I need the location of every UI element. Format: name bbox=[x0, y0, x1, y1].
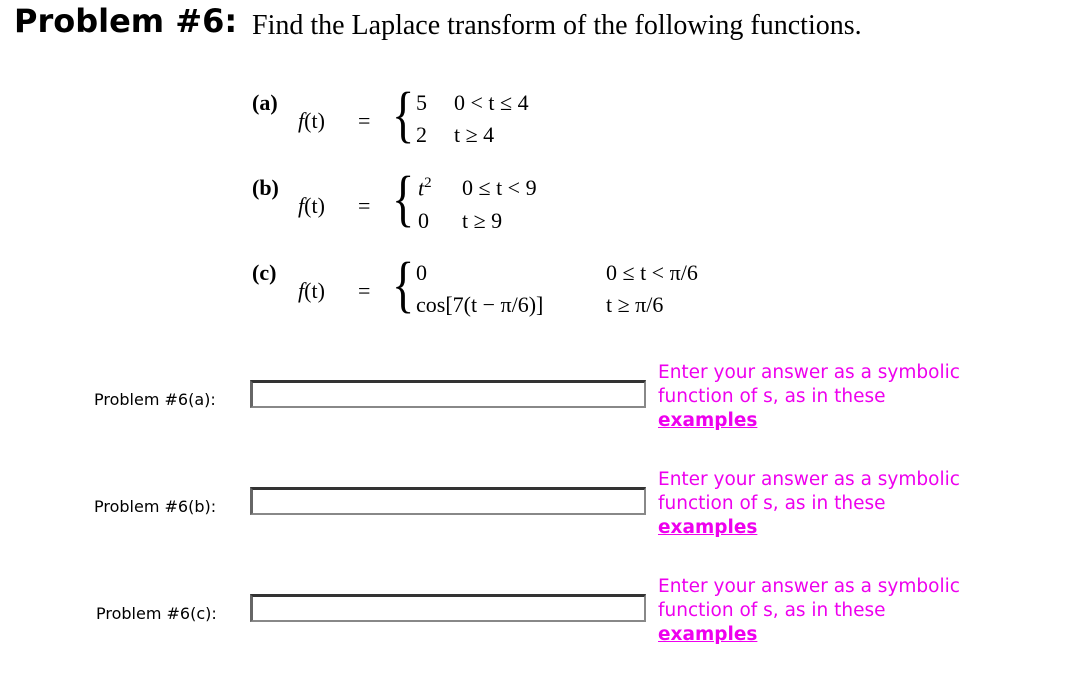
answer-b-examples-link[interactable]: examples bbox=[658, 517, 758, 538]
part-c-case-1-expr: 0 bbox=[416, 260, 427, 285]
answer-a-label: Problem #6(a): bbox=[94, 390, 216, 409]
part-a-case-2-cond: t ≥ 4 bbox=[454, 122, 495, 147]
part-a-equals: = bbox=[358, 108, 371, 133]
part-b-case-1-cond: 0 ≤ t < 9 bbox=[462, 175, 537, 200]
answer-c-hint bbox=[658, 575, 998, 647]
answer-a-input[interactable] bbox=[250, 380, 646, 408]
answer-c-examples-link[interactable]: examples bbox=[658, 624, 758, 645]
answer-a-hint bbox=[658, 361, 998, 433]
part-a-case-1-cond: 0 < t ≤ 4 bbox=[454, 90, 529, 115]
part-a-case-1-expr: 5 bbox=[416, 90, 427, 115]
part-c-function-name: f(t) bbox=[298, 278, 325, 303]
part-c-case-1-cond: 0 ≤ t < π/6 bbox=[606, 260, 698, 285]
answer-a-hint-text: Enter your answer as a symbolic function of s, as in these bbox=[658, 362, 960, 407]
answer-b-label: Problem #6(b): bbox=[94, 497, 217, 516]
part-b-case-2-cond: t ≥ 9 bbox=[462, 208, 503, 233]
problem-number: Problem #6: bbox=[14, 2, 238, 40]
part-b-equals: = bbox=[358, 193, 371, 218]
part-c-label: (c) bbox=[252, 260, 277, 285]
part-b-case-1-expr: $t^2$ bbox=[418, 175, 432, 201]
part-c-equals: = bbox=[358, 278, 371, 303]
part-c-case-2-expr: cos[7(t − π/6)] bbox=[416, 292, 544, 317]
answer-a-examples-link[interactable]: examples bbox=[658, 410, 758, 431]
part-b-label: (b) bbox=[252, 175, 279, 200]
part-b-brace: { bbox=[392, 165, 415, 233]
part-a-brace: { bbox=[392, 81, 415, 149]
part-c-case-2-cond: t ≥ π/6 bbox=[606, 292, 664, 317]
answer-c-label: Problem #6(c): bbox=[96, 604, 217, 623]
part-a-function-name: f(t) bbox=[298, 108, 325, 133]
part-b-case-2-expr: 0 bbox=[418, 208, 429, 233]
problem-instruction: Find the Laplace transform of the following functions. bbox=[252, 10, 862, 41]
answer-b-hint-text: Enter your answer as a symbolic function of s, as in these bbox=[658, 469, 960, 514]
answer-c-hint-text: Enter your answer as a symbolic function of s, as in these bbox=[658, 576, 960, 621]
part-a-case-2-expr: 2 bbox=[416, 122, 427, 147]
answer-b-hint bbox=[658, 468, 998, 540]
part-a-label: (a) bbox=[252, 90, 278, 115]
answer-c-input[interactable] bbox=[250, 594, 646, 622]
part-c-brace: { bbox=[392, 251, 415, 319]
answer-b-input[interactable] bbox=[250, 487, 646, 515]
part-b-function-name: f(t) bbox=[298, 193, 325, 218]
